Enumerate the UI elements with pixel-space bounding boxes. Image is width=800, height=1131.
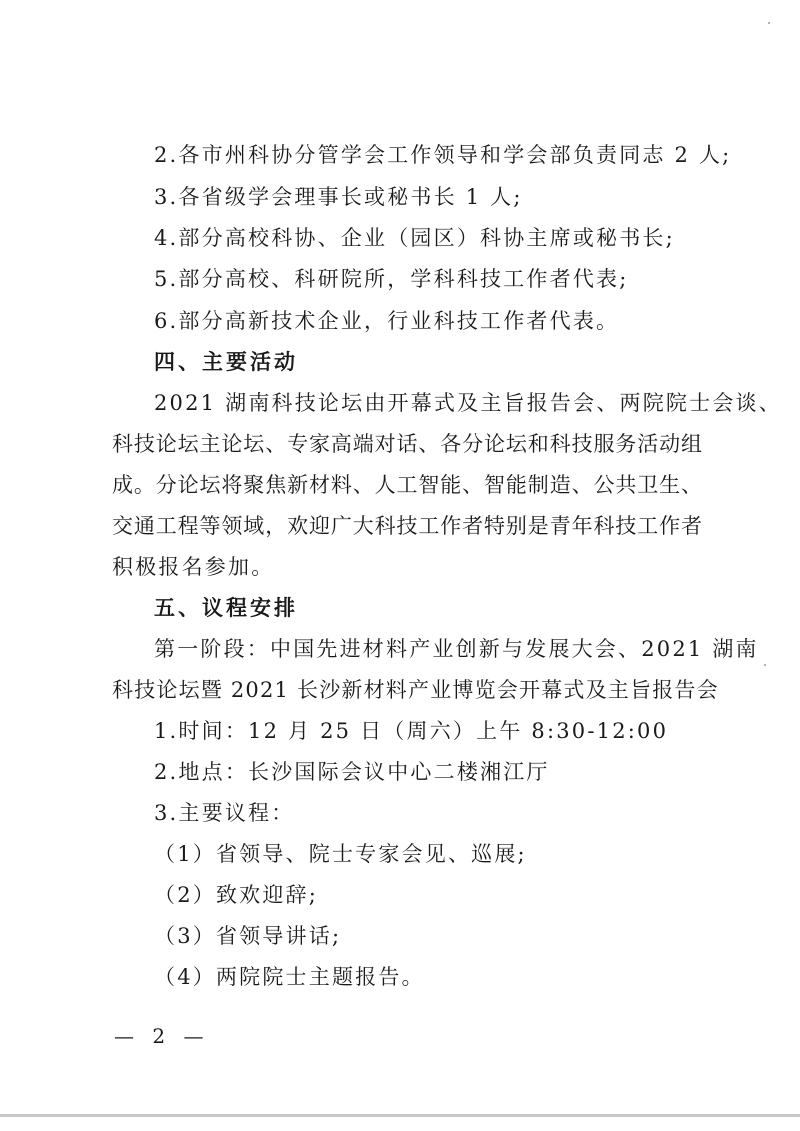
agenda-item: （3）省领导讲话; — [154, 924, 342, 948]
scan-bottom-edge — [0, 1114, 800, 1117]
section-heading: 五、议程安排 — [154, 596, 298, 620]
paragraph-line: 科技论坛主论坛、专家高端对话、各分论坛和科技服务活动组 — [112, 432, 702, 456]
meeting-place: 2.地点：长沙国际会议中心二楼湘江厅 — [154, 760, 550, 784]
paragraph-line: 成。分论坛将聚焦新材料、人工智能、智能制造、公共卫生、 — [112, 473, 702, 497]
agenda-item: （1）省领导、院士专家会见、巡展; — [154, 842, 527, 866]
scan-speck — [768, 22, 770, 24]
paragraph-line: 交通工程等领域，欢迎广大科技工作者特别是青年科技工作者 — [112, 514, 702, 538]
list-item: 4.部分高校科协、企业（园区）科协主席或秘书长; — [154, 226, 675, 250]
scan-speck — [764, 664, 766, 666]
list-item: 3.各省级学会理事长或秘书长 1 人; — [154, 185, 523, 209]
paragraph-line: 积极报名参加。 — [112, 555, 275, 579]
paragraph-line: 科技论坛暨 2021 长沙新材料产业博览会开幕式及主旨报告会 — [112, 678, 719, 702]
paragraph-line: 2021 湖南科技论坛由开幕式及主旨报告会、两院院士会谈、 — [154, 391, 782, 415]
section-heading: 四、主要活动 — [154, 350, 298, 374]
list-item: 5.部分高校、科研院所，学科科技工作者代表; — [154, 267, 629, 291]
agenda-item: （2）致欢迎辞; — [154, 883, 319, 907]
list-item: 6.部分高新技术企业，行业科技工作者代表。 — [154, 309, 620, 333]
list-item: 2.各市州科协分管学会工作领导和学会部负责同志 2 人; — [154, 143, 732, 167]
paragraph-line: 第一阶段：中国先进材料产业创新与发展大会、2021 湖南 — [154, 637, 759, 661]
meeting-time: 1.时间：12 月 25 日（周六）上午 8:30-12:00 — [154, 719, 669, 743]
page-number: — 2 — — [114, 1024, 210, 1048]
agenda-title: 3.主要议程： — [154, 801, 295, 825]
agenda-item: （4）两院院士主题报告。 — [154, 965, 425, 989]
